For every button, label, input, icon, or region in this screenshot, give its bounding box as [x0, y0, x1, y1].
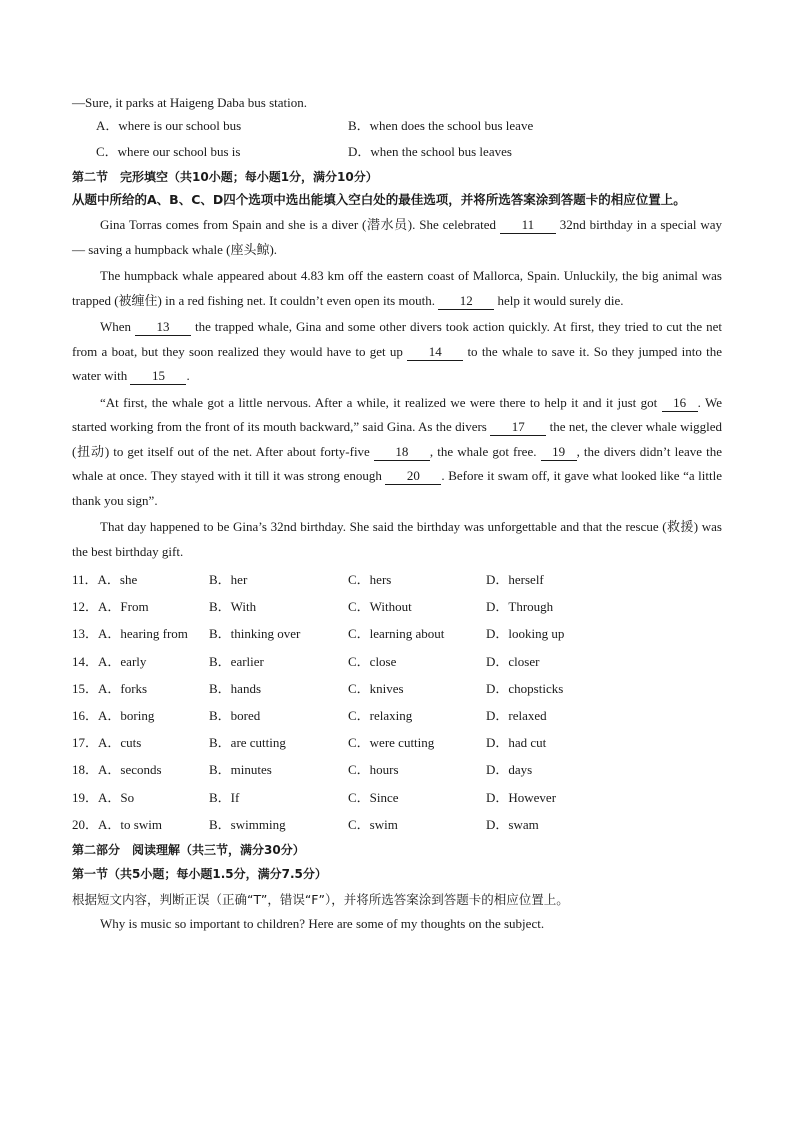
prev-options-row-2 — [72, 139, 722, 165]
question-number-and-option-a — [72, 593, 149, 620]
option-b: B．thinking over — [209, 626, 301, 642]
question-list — [72, 566, 722, 838]
option-c: C．knives — [348, 680, 404, 696]
question-row — [72, 729, 722, 756]
blank-14: 14 — [407, 344, 463, 361]
blank-13: 13 — [135, 319, 191, 336]
option-c: C．relaxing — [348, 707, 413, 723]
question-number: 11． — [72, 572, 98, 587]
option-d: D．days — [486, 762, 533, 778]
option-d: D．closer — [486, 653, 540, 669]
section2-title: 第二节 完形填空（共10小题；每小题1分，满分10分） — [72, 170, 378, 184]
part2-instruction: 根据短文内容，判断正误（正确“T”，错误“F”），并将所选答案涂到答题卡的相应位置上。 — [72, 891, 569, 907]
question-number-and-option-a — [72, 648, 146, 675]
option-d: D．relaxed — [486, 707, 547, 723]
option-c: C．hours — [348, 762, 399, 778]
question-row — [72, 811, 722, 838]
question-row — [72, 593, 722, 620]
blank-17: 17 — [490, 419, 546, 436]
question-number-and-option-a — [72, 729, 141, 756]
option-a: A．to swim — [98, 816, 162, 832]
reading-first-line: Why is music so important to children? Here are some of my thoughts on the subject. — [100, 915, 545, 931]
prev-option-a: A．where is our school bus — [96, 118, 242, 133]
prev-option-d: D．when the school bus leaves — [348, 144, 512, 159]
question-number: 14． — [72, 653, 99, 669]
option-a: A．cuts — [98, 735, 142, 751]
question-number: 15． — [72, 680, 99, 696]
question-number: 12． — [72, 599, 99, 615]
question-number-and-option-a — [72, 811, 162, 838]
question-row — [72, 620, 722, 647]
option-c: C．learning about — [348, 626, 445, 642]
question-row — [72, 702, 722, 729]
question-number-and-option-a — [72, 566, 137, 593]
option-d: D．swam — [486, 816, 539, 832]
option-b: B．swimming — [209, 816, 286, 832]
part2-title: 第二部分 阅读理解（共三节，满分30分） — [72, 842, 305, 857]
option-c: C．Since — [348, 789, 399, 805]
option-d: D．However — [486, 789, 557, 805]
option-a: A．From — [98, 599, 149, 615]
blank-20: 20 — [385, 468, 441, 485]
question-number: 20． — [72, 816, 99, 832]
option-c: C．hers — [348, 572, 392, 587]
passage-paragraph-1: Gina Torras comes from Spain and she is a diver (潜水员). She celebrated 11 32nd birthday in a special way — saving a humpback whale (座头鲸). — [72, 217, 722, 257]
exam-page — [72, 93, 722, 934]
question-row — [72, 648, 722, 675]
question-number: 19． — [72, 789, 99, 805]
prev-option-c: C．where our school bus is — [96, 144, 241, 159]
option-a: A．she — [97, 572, 138, 587]
question-number-and-option-a — [72, 756, 162, 783]
question-row — [72, 566, 722, 593]
section2-instruction: 从题中所给的A、B、C、D四个选项中选出能填入空白处的最佳选项，并将所选答案涂到答题卡的相应位置上。 — [72, 192, 686, 207]
question-number: 18． — [72, 762, 99, 778]
part2-subtitle: 第一节（共5小题；每小题1.5分，满分7.5分） — [72, 866, 327, 881]
question-row — [72, 756, 722, 783]
option-b: B．are cutting — [209, 735, 286, 751]
option-b: B．earlier — [209, 653, 264, 669]
passage-paragraph-5: That day happened to be Gina’s 32nd birthday. She said the birthday was unforgettable and that the rescue (救援) was the best birthday gift. — [72, 519, 722, 559]
passage-paragraph-3: When 13 the trapped whale, Gina and some other divers took action quickly. At first, they tried to cut the net from a boat, but they soon realized they would have to get up 14 to the whale to save it. So they jumped into the water with 15 . — [72, 319, 722, 383]
prev-options-row-1 — [72, 113, 722, 139]
option-b: B．her — [209, 572, 248, 587]
option-d: D．herself — [486, 572, 544, 587]
question-number-and-option-a — [72, 620, 188, 647]
blank-11: 11 — [500, 217, 556, 234]
prev-answer-line: —Sure, it parks at Haigeng Daba bus station. — [72, 95, 308, 110]
question-row — [72, 784, 722, 811]
option-a: A．So — [98, 789, 135, 805]
question-number: 17． — [72, 735, 99, 751]
option-a: A．early — [98, 653, 147, 669]
passage-paragraph-2: The humpback whale appeared about 4.83 km off the eastern coast of Mallorca, Spain. Unluckily, the big animal was trapped (被缠住) in a red fishing net. It couldn’t even open its mouth. 12 help it would surely die. — [72, 268, 722, 308]
option-b: B．If — [209, 789, 240, 805]
option-d: D．chopsticks — [486, 680, 564, 696]
option-a: A．boring — [98, 707, 155, 723]
option-c: C．were cutting — [348, 735, 435, 751]
question-number: 13． — [72, 626, 99, 642]
option-c: C．close — [348, 653, 397, 669]
question-number-and-option-a — [72, 702, 154, 729]
blank-12: 12 — [438, 293, 494, 310]
option-a: A．forks — [98, 680, 148, 696]
blank-18: 18 — [374, 444, 430, 461]
option-d: D．Through — [486, 599, 554, 615]
option-b: B．With — [209, 599, 257, 615]
blank-16: 16 — [662, 395, 698, 412]
passage-paragraph-4: “At first, the whale got a little nervous. After a while, it realized we were there to help it and it just got 16 . We started working from the front of its mouth backward,” said Gina. As the divers 17 the net, the clever whale wiggled (扭动) to get itself out of the net. After about forty-five 18 , the whale got free. 19 , the divers didn’t leave the whale at once. They stayed with it till it was strong enough 20 . Before it swam off, it gave what looked like “a little thank you sign”. — [72, 394, 722, 508]
option-b: B．hands — [209, 680, 262, 696]
option-a: A．seconds — [98, 762, 162, 778]
option-d: D．had cut — [486, 735, 547, 751]
option-d: D．looking up — [486, 626, 565, 642]
prev-option-b: B．when does the school bus leave — [348, 118, 534, 133]
question-row — [72, 675, 722, 702]
option-c: C．Without — [348, 599, 412, 615]
option-c: C．swim — [348, 816, 398, 832]
blank-19: 19 — [541, 444, 577, 461]
option-b: B．minutes — [209, 762, 272, 778]
option-b: B．bored — [209, 707, 261, 723]
question-number: 16． — [72, 707, 99, 723]
question-number-and-option-a — [72, 784, 134, 811]
question-number-and-option-a — [72, 675, 147, 702]
option-a: A．hearing from — [98, 626, 188, 642]
blank-15: 15 — [130, 368, 186, 385]
